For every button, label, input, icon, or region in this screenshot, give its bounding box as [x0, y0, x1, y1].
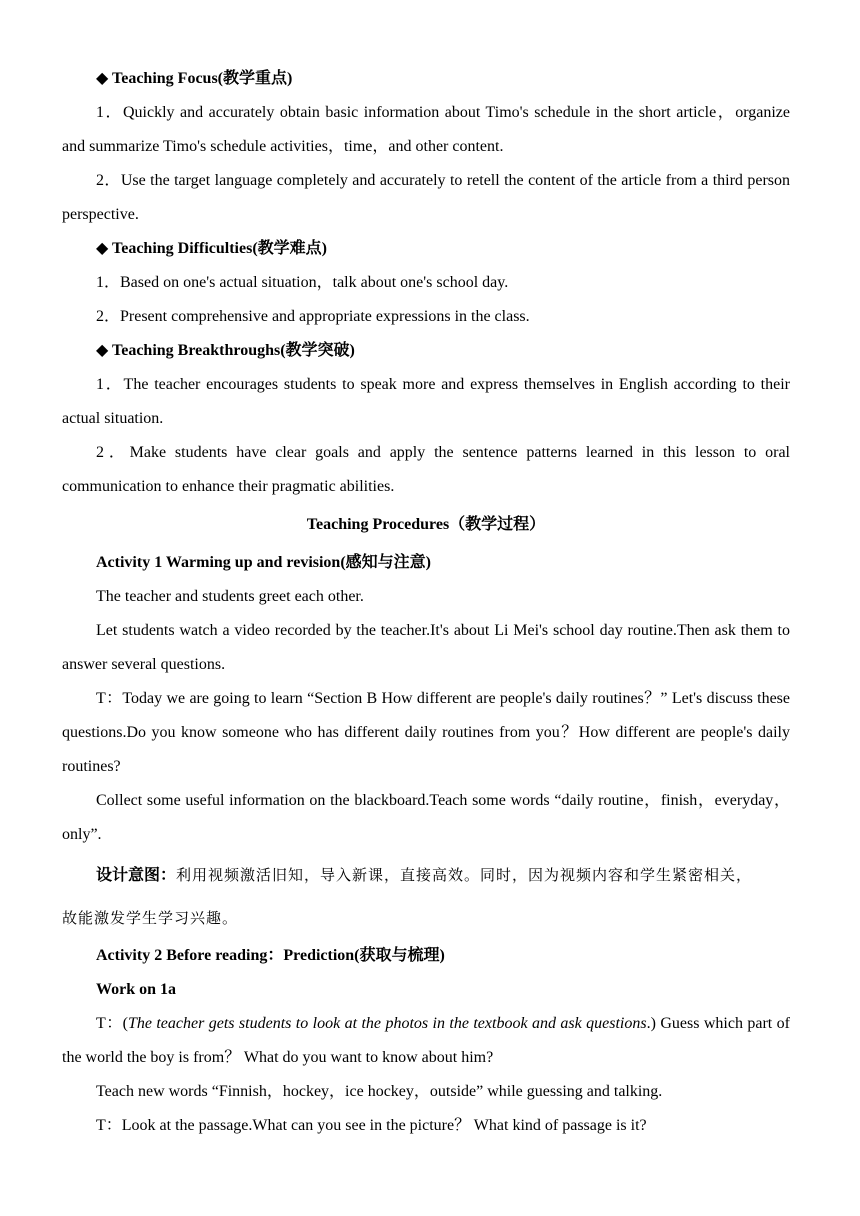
- design-intent-label: 设计意图：: [96, 867, 177, 884]
- activity-2-paragraph-2: Teach new words “Finnish，hockey，ice hockey，outside” while guessing and talking.: [96, 1083, 663, 1100]
- activity-1-paragraph-3: T：Today we are going to learn “Section B How different are people's daily routines？” Let's discuss these questions.Do you know someone who has different daily routines from you？How different are people's daily routines?: [62, 690, 790, 775]
- activity-2-paragraph-1-suffix: .) Guess which part of the world the boy is from？ What do you want to know about him?: [62, 1015, 791, 1066]
- activity-1-heading: Activity 1 Warming up and revision(感知与注意): [96, 554, 431, 571]
- document-page: [62, 62, 790, 1143]
- teaching-difficulties-item-2: 2．Present comprehensive and appropriate expressions in the class.: [96, 308, 530, 325]
- teaching-difficulties-heading: ◆ Teaching Difficulties(教学难点): [96, 240, 327, 257]
- teaching-breakthroughs-item-2: 2．Make students have clear goals and apply the sentence patterns learned in this lesson to oral communication to enhance their pragmatic abilities.: [62, 444, 791, 495]
- teaching-breakthroughs-item-1: 1．The teacher encourages students to speak more and express themselves in English according to their actual situation.: [62, 376, 790, 427]
- teaching-focus-item-1: 1．Quickly and accurately obtain basic information about Timo's schedule in the short article，organize and summarize Timo's schedule activities，time，and other content.: [62, 104, 790, 155]
- teaching-procedures-title: Teaching Procedures（教学过程）: [306, 516, 546, 533]
- activity-2-paragraph-1-italic: The teacher gets students to look at the photos in the textbook and ask questions: [127, 1015, 647, 1032]
- teaching-difficulties-item-1: 1．Based on one's actual situation，talk about one's school day.: [96, 274, 509, 291]
- activity-1-paragraph-1: The teacher and students greet each other.: [96, 588, 364, 605]
- teaching-breakthroughs-heading: ◆ Teaching Breakthroughs(教学突破): [96, 342, 355, 359]
- activity-2-paragraph-3: T：Look at the passage.What can you see in the picture？ What kind of passage is it?: [96, 1117, 647, 1134]
- activity-2-subheading: Work on 1a: [96, 981, 177, 998]
- design-intent: [62, 858, 790, 893]
- activity-2-heading: Activity 2 Before reading：Prediction(获取与梳理): [96, 947, 445, 964]
- teaching-focus-heading: ◆ Teaching Focus(教学重点): [96, 70, 293, 87]
- activity-2-paragraph-1: [62, 1007, 790, 1075]
- design-intent-line-2: 故能激发学生学习兴趣。: [62, 909, 239, 927]
- teaching-focus-item-2: 2．Use the target language completely and accurately to retell the content of the article from a third person perspective.: [62, 172, 790, 223]
- activity-1-paragraph-2: Let students watch a video recorded by the teacher.It's about Li Mei's school day routine.Then ask them to answer several questions.: [62, 622, 790, 673]
- activity-2-paragraph-1-prefix: T：(: [96, 1015, 128, 1032]
- activity-1-paragraph-4: Collect some useful information on the blackboard.Teach some words “daily routine，finish，everyday，only”.: [62, 792, 790, 843]
- design-intent-line-1: 利用视频激活旧知，导入新课，直接高效。同时，因为视频内容和学生紧密相关，: [176, 866, 753, 884]
